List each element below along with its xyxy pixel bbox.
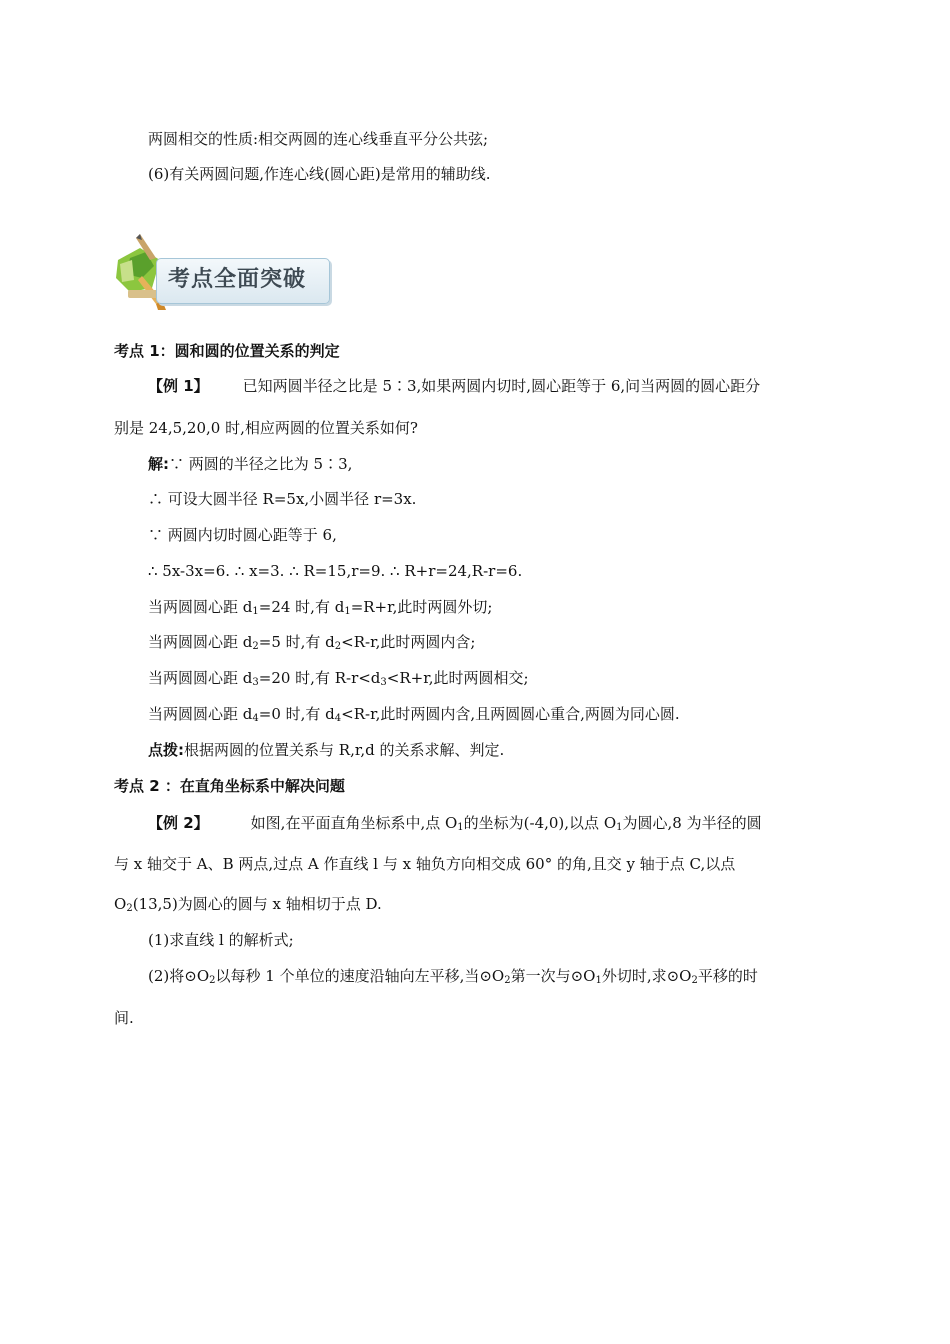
case-line-2: 当两圆圆心距 $d_2=5$ 时,有 $d_2<R-r$,此时两圆内含; xyxy=(148,633,476,652)
question-1: (1)求直线 l 的解析式; xyxy=(148,931,294,949)
sol-line-3: ∵ 两圆内切时圆心距等于 6, xyxy=(148,526,337,544)
ex1-label: 【例 1】 xyxy=(148,377,209,395)
intro-line-1: 两圆相交的性质:相交两圆的连心线垂直平分公共弦; xyxy=(148,130,489,148)
ex1-line-1 xyxy=(148,375,760,397)
tip-text: 根据两圆的位置关系与 R,r,d 的关系求解、判定. xyxy=(184,741,505,759)
ex2-line-1: 【例 2】 如图,在平面直角坐标系中,点 $O_1$的坐标为(-4,0),以点 $O_1$为圆心,8 为半径的圆 xyxy=(148,814,762,833)
case-line-1: 当两圆圆心距 $d_1=24$ 时,有 $d_1=R+r$,此时两圆外切; xyxy=(148,598,493,617)
sol-text-1: ∵ 两圆的半径之比为 5∶3, xyxy=(169,455,353,473)
question-2-end: 间. xyxy=(114,1009,134,1027)
kp2-heading: 考点 2 ：在直角坐标系中解决问题 xyxy=(114,777,345,795)
kp1-heading: 考点 1：圆和圆的位置关系的判定 xyxy=(114,342,340,360)
case-line-3: 当两圆圆心距 $d_3=20$ 时,有 $R-r<d_3<R+r$,此时两圆相交; xyxy=(148,669,529,688)
section-banner xyxy=(112,230,334,312)
ex1-text: 已知两圆半径之比是 5∶3,如果两圆内切时,圆心距等于 6,问当两圆的圆心距分 xyxy=(242,377,761,395)
ex2-line-3: $O_2(13,5)$为圆心的圆与 x 轴相切于点 D. xyxy=(114,895,382,914)
ex2-label: 【例 2】 xyxy=(148,814,209,832)
tip-line xyxy=(148,739,504,761)
tip-label: 点拨: xyxy=(148,741,184,759)
sol-line-2: ∴ 可设大圆半径 R=5x,小圆半径 r=3x. xyxy=(148,490,417,508)
ex1-line-2: 别是 24,5,20,0 时,相应两圆的位置关系如何? xyxy=(114,419,418,437)
case-line-4: 当两圆圆心距 $d_4=0$ 时,有 $d_4<R-r$,此时两圆内含,且两圆圆心重合,两圆为同心圆. xyxy=(148,705,680,724)
intro-line-2: (6)有关两圆问题,作连心线(圆心距)是常用的辅助线. xyxy=(148,165,491,183)
sol-line-1 xyxy=(148,453,352,475)
question-2: (2)将$⊙O_2$以每秒 1 个单位的速度沿轴向左平移,当$⊙O_2$第一次与$⊙O_1$外切时,求$⊙O_2$平移的时 xyxy=(148,967,758,986)
sol-label: 解: xyxy=(148,455,169,473)
banner-title: 考点全面突破 xyxy=(168,267,307,292)
sol-line-4: ∴ 5x-3x=6. ∴ x=3. ∴ R=15,r=9. ∴ R+r=24,R-r=6. xyxy=(148,562,523,580)
ex2-line-2: 与 x 轴交于 A、B 两点,过点 A 作直线 l 与 x 轴负方向相交成 60° 的角,且交 y 轴于点 C,以点 xyxy=(114,855,736,873)
